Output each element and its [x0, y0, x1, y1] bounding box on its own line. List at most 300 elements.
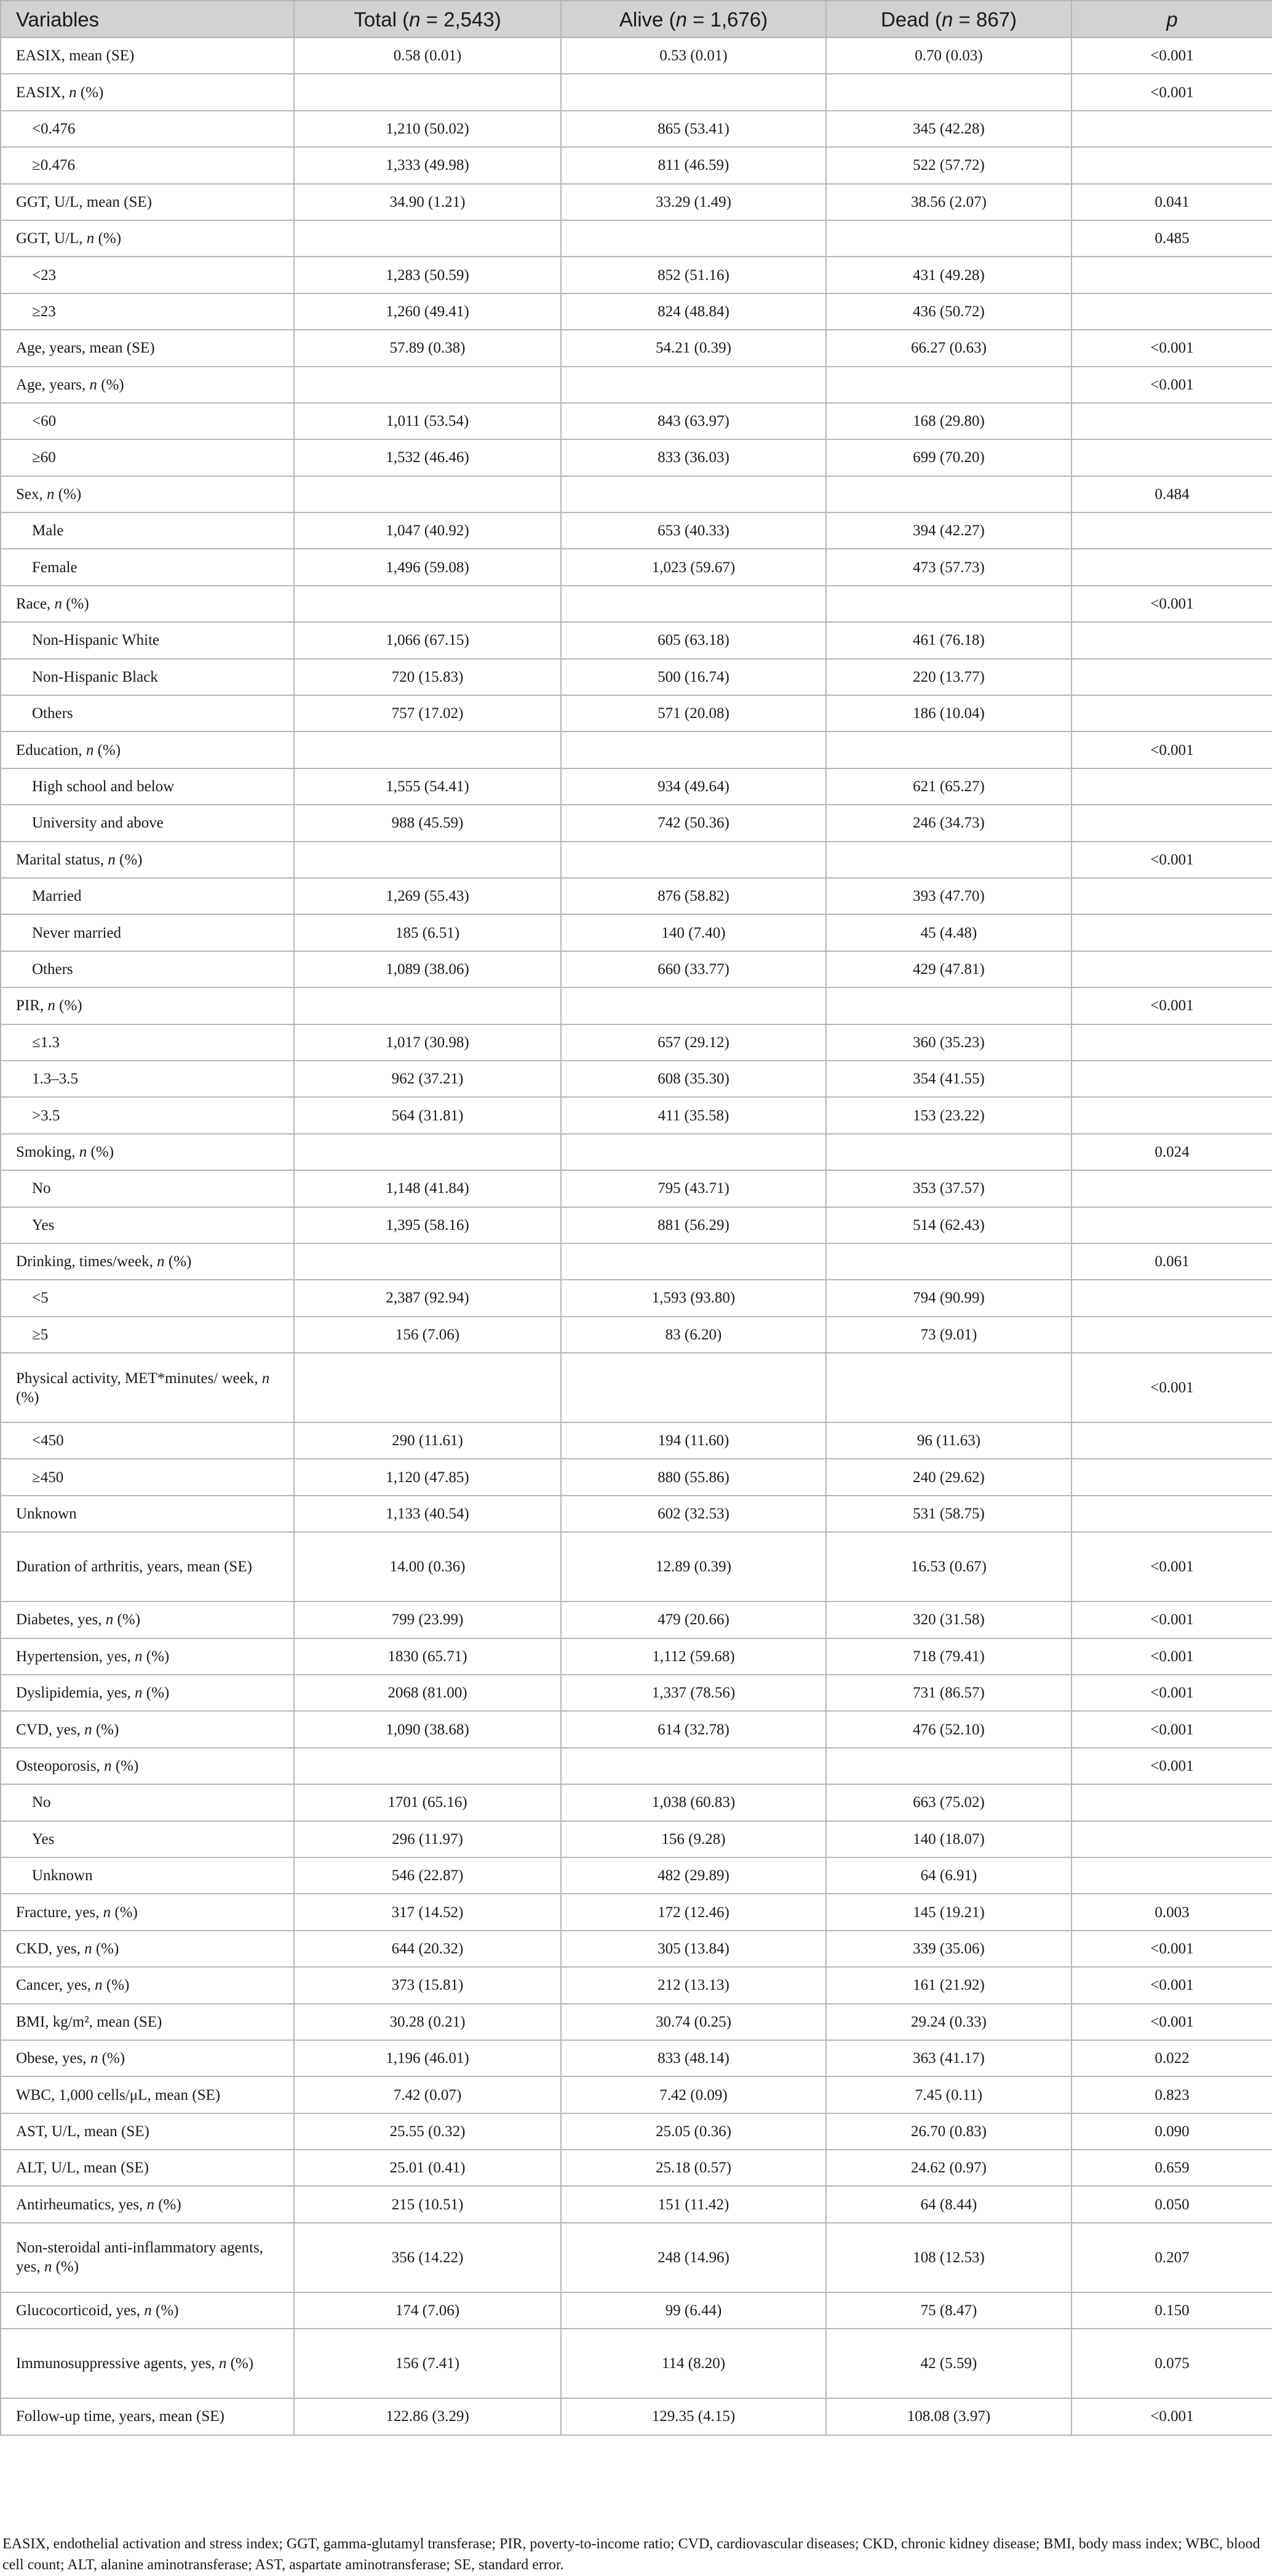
row-label: High school and below: [1, 768, 294, 805]
cell-alive: 833 (36.03): [561, 439, 826, 476]
cell-alive: 811 (46.59): [561, 147, 826, 183]
cell-alive: 248 (14.96): [561, 2223, 826, 2292]
cell-p-value: [1071, 1317, 1272, 1353]
cell-alive: 151 (11.42): [561, 2186, 826, 2222]
cell-dead: [826, 1134, 1071, 1170]
cell-total: 1,089 (38.06): [294, 951, 561, 987]
cell-alive: [561, 1134, 826, 1170]
cell-p-value: [1071, 1061, 1272, 1097]
cell-total: 34.90 (1.21): [294, 184, 561, 220]
cell-p-value: <0.001: [1071, 1748, 1272, 1784]
row-label: Obese, yes, n (%): [1, 2040, 294, 2076]
cell-dead: 353 (37.57): [826, 1170, 1071, 1206]
cell-alive: 114 (8.20): [561, 2329, 826, 2398]
cell-alive: 25.05 (0.36): [561, 2113, 826, 2150]
cell-p-value: [1071, 549, 1272, 585]
row-label: <60: [1, 403, 294, 439]
table-row: [1, 2040, 1272, 2076]
cell-p-value: [1071, 1097, 1272, 1133]
table-row: [1, 1459, 1272, 1495]
cell-dead: [826, 1243, 1071, 1280]
row-label: Follow-up time, years, mean (SE): [1, 2398, 294, 2434]
cell-p-value: <0.001: [1071, 330, 1272, 366]
row-label: Diabetes, yes, n (%): [1, 1601, 294, 1638]
cell-p-value: <0.001: [1071, 842, 1272, 878]
cell-alive: 605 (63.18): [561, 622, 826, 658]
cell-alive: 852 (51.16): [561, 257, 826, 293]
cell-dead: 621 (65.27): [826, 768, 1071, 805]
cell-total: 2068 (81.00): [294, 1675, 561, 1711]
cell-dead: 26.70 (0.83): [826, 2113, 1071, 2150]
cell-alive: 843 (63.97): [561, 403, 826, 439]
cell-total: 185 (6.51): [294, 914, 561, 951]
cell-total: 290 (11.61): [294, 1422, 561, 1459]
cell-total: 215 (10.51): [294, 2186, 561, 2222]
cell-p-value: [1071, 147, 1272, 183]
cell-alive: [561, 1748, 826, 1784]
cell-total: [294, 367, 561, 403]
cell-alive: 824 (48.84): [561, 293, 826, 330]
table-row: [1, 1894, 1272, 1930]
cell-alive: [561, 732, 826, 768]
cell-p-value: [1071, 622, 1272, 658]
cell-p-value: <0.001: [1071, 1532, 1272, 1601]
table-row: [1, 987, 1272, 1024]
cell-p-value: [1071, 111, 1272, 147]
cell-p-value: 0.075: [1071, 2329, 1272, 2398]
cell-dead: 7.45 (0.11): [826, 2076, 1071, 2113]
cell-dead: [826, 74, 1071, 110]
table-header-row: [1, 1, 1272, 38]
cell-alive: 172 (12.46): [561, 1894, 826, 1930]
table-row: [1, 293, 1272, 330]
cell-dead: 64 (8.44): [826, 2186, 1071, 2222]
cell-dead: [826, 220, 1071, 257]
cell-p-value: [1071, 695, 1272, 732]
row-label: Antirheumatics, yes, n (%): [1, 2186, 294, 2222]
row-label: EASIX, mean (SE): [1, 38, 294, 74]
row-label: Age, years, n (%): [1, 367, 294, 403]
cell-p-value: <0.001: [1071, 1711, 1272, 1747]
table-row: [1, 1821, 1272, 1857]
row-label: ALT, U/L, mean (SE): [1, 2150, 294, 2186]
cell-dead: 73 (9.01): [826, 1317, 1071, 1353]
cell-dead: 473 (57.73): [826, 549, 1071, 585]
cell-alive: 25.18 (0.57): [561, 2150, 826, 2186]
cell-alive: 305 (13.84): [561, 1931, 826, 1967]
cell-total: 1701 (65.16): [294, 1784, 561, 1820]
cell-dead: 96 (11.63): [826, 1422, 1071, 1459]
row-label: ≥5: [1, 1317, 294, 1353]
cell-dead: 514 (62.43): [826, 1207, 1071, 1243]
cell-alive: [561, 586, 826, 622]
cell-p-value: [1071, 439, 1272, 476]
cell-p-value: [1071, 878, 1272, 914]
table-row: [1, 74, 1272, 110]
cell-dead: 531 (58.75): [826, 1496, 1071, 1532]
cell-dead: 140 (18.07): [826, 1821, 1071, 1857]
row-label: Never married: [1, 914, 294, 951]
cell-total: [294, 1748, 561, 1784]
table-row: [1, 695, 1272, 732]
cell-total: 799 (23.99): [294, 1601, 561, 1638]
table-row: [1, 1317, 1272, 1353]
cell-dead: 75 (8.47): [826, 2292, 1071, 2329]
cell-total: 122.86 (3.29): [294, 2398, 561, 2434]
cell-p-value: <0.001: [1071, 987, 1272, 1024]
table-row: [1, 1353, 1272, 1422]
table-row: [1, 2004, 1272, 2040]
row-label: >3.5: [1, 1097, 294, 1133]
table-row: [1, 1097, 1272, 1133]
cell-alive: 140 (7.40): [561, 914, 826, 951]
cell-p-value: <0.001: [1071, 2398, 1272, 2434]
cell-alive: [561, 476, 826, 512]
header-dead: Dead (n = 867): [826, 1, 1071, 38]
cell-p-value: [1071, 1170, 1272, 1206]
cell-total: 720 (15.83): [294, 659, 561, 695]
cell-alive: 482 (29.89): [561, 1857, 826, 1894]
cell-total: 1830 (65.71): [294, 1638, 561, 1675]
cell-dead: 320 (31.58): [826, 1601, 1071, 1638]
cell-p-value: [1071, 1422, 1272, 1459]
cell-alive: 653 (40.33): [561, 512, 826, 549]
cell-p-value: <0.001: [1071, 1638, 1272, 1675]
table-row: [1, 1532, 1272, 1601]
row-label: Others: [1, 951, 294, 987]
row-label: AST, U/L, mean (SE): [1, 2113, 294, 2150]
table-row: [1, 1170, 1272, 1206]
header-alive: Alive (n = 1,676): [561, 1, 826, 38]
cell-dead: 436 (50.72): [826, 293, 1071, 330]
cell-p-value: <0.001: [1071, 1675, 1272, 1711]
cell-p-value: <0.001: [1071, 1931, 1272, 1967]
row-label: Marital status, n (%): [1, 842, 294, 878]
cell-total: 1,210 (50.02): [294, 111, 561, 147]
cell-total: 2,387 (92.94): [294, 1280, 561, 1316]
table-row: [1, 147, 1272, 183]
cell-dead: [826, 1353, 1071, 1422]
cell-total: 356 (14.22): [294, 2223, 561, 2292]
table-row: [1, 367, 1272, 403]
cell-total: [294, 1353, 561, 1422]
cell-alive: 479 (20.66): [561, 1601, 826, 1638]
cell-p-value: <0.001: [1071, 74, 1272, 110]
row-label: Dyslipidemia, yes, n (%): [1, 1675, 294, 1711]
table-row: [1, 512, 1272, 549]
cell-dead: [826, 987, 1071, 1024]
cell-total: 962 (37.21): [294, 1061, 561, 1097]
row-label: Smoking, n (%): [1, 1134, 294, 1170]
cell-alive: 156 (9.28): [561, 1821, 826, 1857]
table-row: [1, 1496, 1272, 1532]
cell-dead: 45 (4.48): [826, 914, 1071, 951]
cell-total: 7.42 (0.07): [294, 2076, 561, 2113]
cell-total: 25.01 (0.41): [294, 2150, 561, 2186]
cell-p-value: [1071, 1821, 1272, 1857]
table-row: [1, 549, 1272, 585]
row-label: ≥23: [1, 293, 294, 330]
cell-total: 1,532 (46.46): [294, 439, 561, 476]
table-row: [1, 1675, 1272, 1711]
cell-total: 1,333 (49.98): [294, 147, 561, 183]
table-row: [1, 2186, 1272, 2222]
cell-dead: 461 (76.18): [826, 622, 1071, 658]
cell-p-value: <0.001: [1071, 1353, 1272, 1422]
cell-p-value: <0.001: [1071, 367, 1272, 403]
cell-dead: 186 (10.04): [826, 695, 1071, 732]
cell-dead: 522 (57.72): [826, 147, 1071, 183]
cell-alive: 99 (6.44): [561, 2292, 826, 2329]
row-label: Non-Hispanic White: [1, 622, 294, 658]
cell-alive: 876 (58.82): [561, 878, 826, 914]
row-label: GGT, U/L, mean (SE): [1, 184, 294, 220]
cell-dead: 24.62 (0.97): [826, 2150, 1071, 2186]
cell-p-value: [1071, 293, 1272, 330]
row-label: Others: [1, 695, 294, 732]
cell-dead: 476 (52.10): [826, 1711, 1071, 1747]
cell-dead: 393 (47.70): [826, 878, 1071, 914]
cell-p-value: 0.022: [1071, 2040, 1272, 2076]
cell-p-value: [1071, 1207, 1272, 1243]
row-label: Unknown: [1, 1496, 294, 1532]
cell-total: 1,395 (58.16): [294, 1207, 561, 1243]
cell-total: 1,090 (38.68): [294, 1711, 561, 1747]
cell-p-value: <0.001: [1071, 732, 1272, 768]
cell-p-value: [1071, 1459, 1272, 1495]
row-label: ≥450: [1, 1459, 294, 1495]
cell-p-value: <0.001: [1071, 2004, 1272, 2040]
cell-total: 1,148 (41.84): [294, 1170, 561, 1206]
row-label: CKD, yes, n (%): [1, 1931, 294, 1967]
cell-alive: 660 (33.77): [561, 951, 826, 987]
cell-total: 644 (20.32): [294, 1931, 561, 1967]
cell-p-value: [1071, 512, 1272, 549]
cell-dead: 0.70 (0.03): [826, 38, 1071, 74]
cell-p-value: 0.061: [1071, 1243, 1272, 1280]
cell-dead: [826, 367, 1071, 403]
cell-alive: 12.89 (0.39): [561, 1532, 826, 1601]
header-variables: Variables: [1, 1, 294, 38]
cell-p-value: <0.001: [1071, 1967, 1272, 2003]
cell-total: [294, 476, 561, 512]
table-row: [1, 622, 1272, 658]
table-row: [1, 805, 1272, 841]
row-label: Drinking, times/week, n (%): [1, 1243, 294, 1280]
cell-dead: [826, 732, 1071, 768]
row-label: Female: [1, 549, 294, 585]
cell-alive: 865 (53.41): [561, 111, 826, 147]
cell-total: 1,133 (40.54): [294, 1496, 561, 1532]
row-label: WBC, 1,000 cells/μL, mean (SE): [1, 2076, 294, 2113]
cell-total: 296 (11.97): [294, 1821, 561, 1857]
cell-p-value: [1071, 659, 1272, 695]
table-row: [1, 842, 1272, 878]
cell-alive: 881 (56.29): [561, 1207, 826, 1243]
cell-p-value: 0.041: [1071, 184, 1272, 220]
cell-p-value: [1071, 1280, 1272, 1316]
row-label: Duration of arthritis, years, mean (SE): [1, 1532, 294, 1601]
cell-alive: 194 (11.60): [561, 1422, 826, 1459]
cell-total: 317 (14.52): [294, 1894, 561, 1930]
cell-dead: 42 (5.59): [826, 2329, 1071, 2398]
row-label: ≥0.476: [1, 147, 294, 183]
table-row: [1, 38, 1272, 74]
cell-alive: 0.53 (0.01): [561, 38, 826, 74]
cell-p-value: <0.001: [1071, 586, 1272, 622]
cell-dead: 145 (19.21): [826, 1894, 1071, 1930]
table-row: [1, 1857, 1272, 1894]
cell-p-value: 0.485: [1071, 220, 1272, 257]
cell-total: [294, 74, 561, 110]
cell-dead: 429 (47.81): [826, 951, 1071, 987]
cell-p-value: 0.050: [1071, 2186, 1272, 2222]
cell-alive: 33.29 (1.49): [561, 184, 826, 220]
table-row: [1, 659, 1272, 695]
row-label: Hypertension, yes, n (%): [1, 1638, 294, 1675]
table-row: [1, 732, 1272, 768]
cell-dead: [826, 1748, 1071, 1784]
cell-p-value: 0.150: [1071, 2292, 1272, 2329]
cell-dead: 345 (42.28): [826, 111, 1071, 147]
cell-p-value: [1071, 805, 1272, 841]
row-label: No: [1, 1784, 294, 1820]
row-label: Sex, n (%): [1, 476, 294, 512]
table-row: [1, 586, 1272, 622]
cell-alive: 1,337 (78.56): [561, 1675, 826, 1711]
cell-dead: 246 (34.73): [826, 805, 1071, 841]
cell-alive: 1,112 (59.68): [561, 1638, 826, 1675]
cell-p-value: [1071, 951, 1272, 987]
table-row: [1, 220, 1272, 257]
cell-total: [294, 1243, 561, 1280]
table-row: [1, 403, 1272, 439]
table-footnote: EASIX, endothelial activation and stress index; GGT, gamma-glutamyl transferase; PIR, poverty-to-income ratio; CVD, cardiovascular diseases; CKD, chronic kidney disease; BMI, body mass index; WBC, blood cell count; ALT, alanine aminotransferase; AST, aspartate aminotransferase; SE, standard error.: [2, 2536, 1260, 2573]
table-row: [1, 184, 1272, 220]
cell-alive: 1,023 (59.67): [561, 549, 826, 585]
row-label: Married: [1, 878, 294, 914]
cell-dead: 108 (12.53): [826, 2223, 1071, 2292]
cell-dead: 64 (6.91): [826, 1857, 1071, 1894]
table-row: [1, 476, 1272, 512]
cell-p-value: [1071, 914, 1272, 951]
table-row: [1, 1711, 1272, 1747]
table-row: [1, 2398, 1272, 2434]
cell-total: 30.28 (0.21): [294, 2004, 561, 2040]
cell-p-value: [1071, 1024, 1272, 1061]
row-label: University and above: [1, 805, 294, 841]
row-label: ≥60: [1, 439, 294, 476]
cell-total: 1,120 (47.85): [294, 1459, 561, 1495]
table-row: [1, 2329, 1272, 2398]
cell-total: 1,047 (40.92): [294, 512, 561, 549]
cell-dead: 16.53 (0.67): [826, 1532, 1071, 1601]
cell-p-value: 0.659: [1071, 2150, 1272, 2186]
cell-dead: 731 (86.57): [826, 1675, 1071, 1711]
row-label: Physical activity, MET*minutes/ week, n (%): [1, 1353, 294, 1422]
row-label: Glucocorticoid, yes, n (%): [1, 2292, 294, 2329]
cell-p-value: <0.001: [1071, 38, 1272, 74]
cell-dead: 699 (70.20): [826, 439, 1071, 476]
cell-total: 564 (31.81): [294, 1097, 561, 1133]
cell-alive: [561, 842, 826, 878]
cell-total: 25.55 (0.32): [294, 2113, 561, 2150]
row-label: Male: [1, 512, 294, 549]
row-label: Cancer, yes, n (%): [1, 1967, 294, 2003]
row-label: <23: [1, 257, 294, 293]
cell-total: [294, 842, 561, 878]
cell-dead: 66.27 (0.63): [826, 330, 1071, 366]
cell-dead: 354 (41.55): [826, 1061, 1071, 1097]
cell-total: 546 (22.87): [294, 1857, 561, 1894]
cell-p-value: [1071, 257, 1272, 293]
cell-total: 1,196 (46.01): [294, 2040, 561, 2076]
row-label: <450: [1, 1422, 294, 1459]
row-label: Fracture, yes, n (%): [1, 1894, 294, 1930]
cell-alive: 833 (48.14): [561, 2040, 826, 2076]
table-row: [1, 1601, 1272, 1638]
table-body: [1, 38, 1272, 2435]
cell-total: [294, 732, 561, 768]
table-row: [1, 951, 1272, 987]
table-row: [1, 1024, 1272, 1061]
row-label: BMI, kg/m², mean (SE): [1, 2004, 294, 2040]
cell-total: 757 (17.02): [294, 695, 561, 732]
table-row: [1, 257, 1272, 293]
cell-total: 1,011 (53.54): [294, 403, 561, 439]
cell-p-value: 0.207: [1071, 2223, 1272, 2292]
cell-dead: 161 (21.92): [826, 1967, 1071, 2003]
cell-alive: [561, 367, 826, 403]
cell-p-value: [1071, 403, 1272, 439]
cell-alive: 742 (50.36): [561, 805, 826, 841]
cell-alive: 608 (35.30): [561, 1061, 826, 1097]
cell-total: [294, 586, 561, 622]
header-p-value: p: [1071, 1, 1272, 38]
cell-total: 57.89 (0.38): [294, 330, 561, 366]
cell-total: 1,260 (49.41): [294, 293, 561, 330]
cell-total: 156 (7.41): [294, 2329, 561, 2398]
cell-total: 1,496 (59.08): [294, 549, 561, 585]
table-row: [1, 111, 1272, 147]
row-label: Age, years, mean (SE): [1, 330, 294, 366]
table-row: [1, 1931, 1272, 1967]
row-label: Unknown: [1, 1857, 294, 1894]
cell-p-value: 0.024: [1071, 1134, 1272, 1170]
cell-total: 1,269 (55.43): [294, 878, 561, 914]
cell-total: 14.00 (0.36): [294, 1532, 561, 1601]
row-label: PIR, n (%): [1, 987, 294, 1024]
cell-total: 1,066 (67.15): [294, 622, 561, 658]
cell-p-value: 0.484: [1071, 476, 1272, 512]
cell-total: 156 (7.06): [294, 1317, 561, 1353]
cell-total: 0.58 (0.01): [294, 38, 561, 74]
row-label: CVD, yes, n (%): [1, 1711, 294, 1747]
row-label: Osteoporosis, n (%): [1, 1748, 294, 1784]
cell-alive: 500 (16.74): [561, 659, 826, 695]
table-row: [1, 2113, 1272, 2150]
cell-alive: [561, 1243, 826, 1280]
cell-dead: 794 (90.99): [826, 1280, 1071, 1316]
table-row: [1, 1748, 1272, 1784]
cell-alive: 602 (32.53): [561, 1496, 826, 1532]
cell-dead: 108.08 (3.97): [826, 2398, 1071, 2434]
table-row: [1, 439, 1272, 476]
cell-dead: 220 (13.77): [826, 659, 1071, 695]
cell-alive: 1,038 (60.83): [561, 1784, 826, 1820]
table-row: [1, 1207, 1272, 1243]
cell-total: 1,017 (30.98): [294, 1024, 561, 1061]
